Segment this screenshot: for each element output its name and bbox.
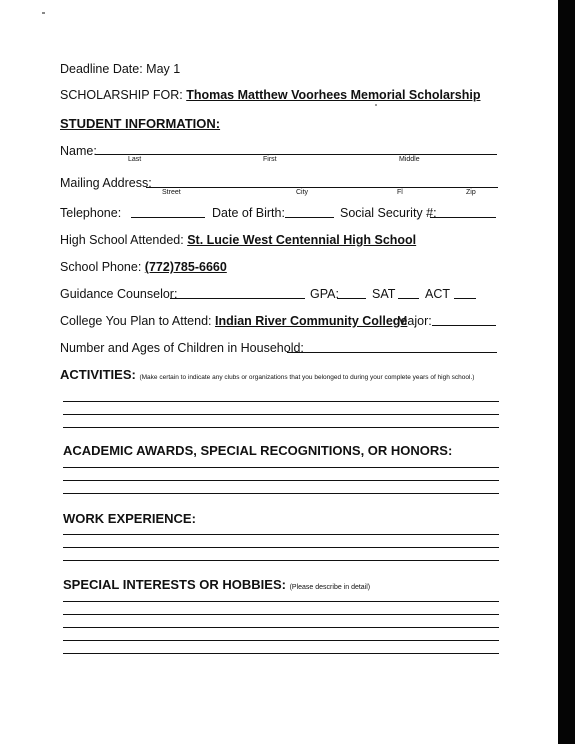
activities-line[interactable] — [63, 414, 499, 415]
name-part-middle: Middle — [399, 156, 420, 163]
work-line[interactable] — [63, 547, 499, 548]
awards-line[interactable] — [63, 467, 499, 468]
name-field[interactable] — [95, 154, 497, 155]
act-field[interactable] — [454, 298, 476, 299]
school-phone-label: School Phone: — [60, 260, 142, 274]
college-label: College You Plan to Attend: — [60, 314, 212, 328]
work-heading: WORK EXPERIENCE: — [63, 511, 196, 526]
interests-heading: SPECIAL INTERESTS OR HOBBIES: — [63, 577, 286, 592]
dob-label: Date of Birth: — [212, 206, 285, 220]
scan-edge — [558, 0, 575, 744]
telephone-field[interactable] — [131, 217, 205, 218]
scholarship-line — [60, 88, 480, 102]
scholarship-name: Thomas Matthew Voorhees Memorial Scholarship — [186, 88, 481, 102]
awards-heading: ACADEMIC AWARDS, SPECIAL RECOGNITIONS, OR HONORS: — [63, 443, 453, 458]
major-field[interactable] — [432, 325, 496, 326]
activities-heading-line — [60, 367, 474, 385]
high-school-line — [60, 233, 416, 247]
children-field[interactable] — [287, 352, 497, 353]
act-label: ACT — [425, 287, 450, 301]
name-part-last: Last — [128, 156, 142, 163]
activities-line[interactable] — [63, 427, 499, 428]
dob-field[interactable] — [285, 217, 334, 218]
address-field[interactable] — [146, 187, 498, 188]
interests-line[interactable] — [63, 614, 499, 615]
major-label: Major: — [397, 314, 432, 328]
address-part-street: Street — [162, 189, 181, 196]
activities-note: (Make certain to indicate any clubs or organizations that you belonged to during your complete years of high school.) — [139, 374, 475, 381]
deadline-text: Deadline Date: May 1 — [60, 62, 181, 76]
sat-label: SAT — [372, 287, 396, 301]
counselor-label: Guidance Counselor: — [60, 287, 178, 301]
interests-line[interactable] — [63, 653, 499, 654]
address-part-city: City — [296, 189, 309, 196]
interests-line[interactable] — [63, 627, 499, 628]
work-line[interactable] — [63, 534, 499, 535]
gpa-label: GPA: — [310, 287, 339, 301]
high-school-value: St. Lucie West Centennial High School — [187, 233, 417, 247]
name-part-first: First — [263, 156, 277, 163]
work-line[interactable] — [63, 560, 499, 561]
high-school-label: High School Attended: — [60, 233, 184, 247]
counselor-field[interactable] — [170, 298, 305, 299]
interests-heading-line — [63, 577, 370, 595]
telephone-label: Telephone: — [60, 206, 122, 220]
interests-line[interactable] — [63, 601, 499, 602]
college-value: Indian River Community College — [215, 314, 408, 328]
address-label: Mailing Address: — [60, 176, 152, 190]
children-label: Number and Ages of Children in Household: — [60, 341, 304, 355]
school-phone-line — [60, 260, 227, 274]
ssn-field[interactable] — [430, 217, 496, 218]
address-part-zip: Zip — [466, 189, 476, 196]
ssn-label: Social Security #: — [340, 206, 437, 220]
activities-line[interactable] — [63, 401, 499, 402]
sat-field[interactable] — [398, 298, 419, 299]
interests-line[interactable] — [63, 640, 499, 641]
scan-speck — [42, 12, 45, 14]
school-phone-value: (772)785-6660 — [144, 260, 227, 274]
interests-note: (Please describe in detail) — [289, 584, 371, 591]
activities-heading: ACTIVITIES: — [60, 367, 136, 382]
scan-speck — [375, 104, 377, 106]
name-label: Name: — [60, 144, 97, 158]
college-line — [60, 314, 407, 328]
awards-line[interactable] — [63, 493, 499, 494]
awards-line[interactable] — [63, 480, 499, 481]
address-part-state: Fl — [397, 189, 403, 196]
gpa-field[interactable] — [337, 298, 366, 299]
scholarship-label: SCHOLARSHIP FOR: — [60, 88, 183, 102]
student-info-heading: STUDENT INFORMATION: — [60, 116, 221, 131]
